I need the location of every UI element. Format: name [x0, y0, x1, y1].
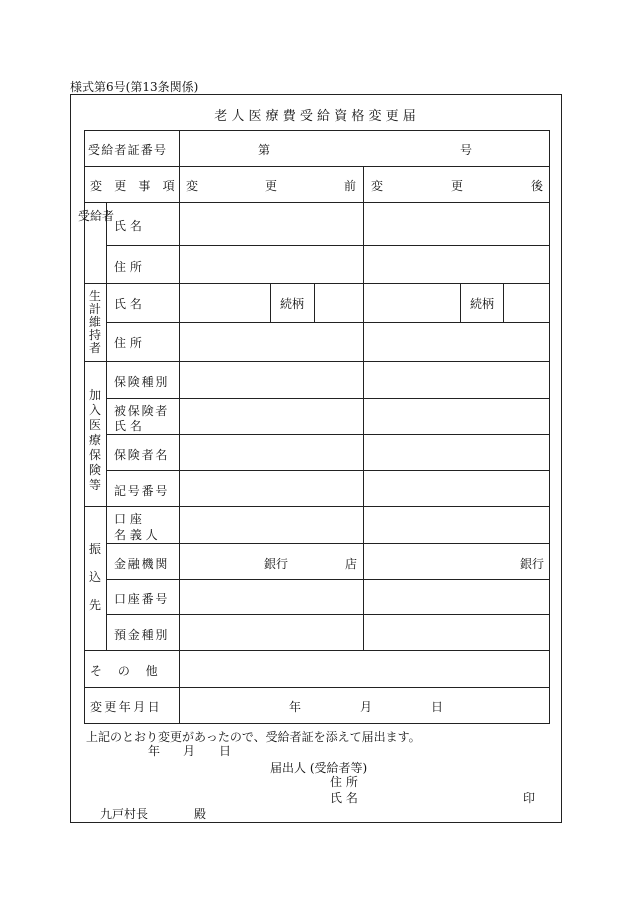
table-line	[84, 166, 550, 167]
table-line	[363, 166, 364, 650]
insurance-type-label: 保険種別	[114, 375, 170, 389]
insured-name-label-1: 被保険者	[114, 404, 170, 418]
symbol-number-label: 記号番号	[114, 484, 170, 498]
change-before-header: 変更前	[186, 179, 356, 193]
other-label: そ の 他	[90, 664, 164, 678]
outer-border-bottom	[70, 822, 562, 823]
seal-mark: 印	[523, 791, 536, 805]
supporter-group-label: 生計維持者	[89, 289, 102, 355]
table-line	[84, 687, 550, 688]
change-date-year: 年	[289, 700, 302, 714]
insured-name-label-2: 氏 名	[114, 419, 142, 433]
table-line	[106, 202, 107, 650]
change-date-day: 日	[431, 700, 444, 714]
outer-border-top	[70, 94, 562, 95]
table-line	[84, 361, 550, 362]
change-date-label: 変更年月日	[90, 700, 163, 714]
outer-border-right	[561, 94, 562, 823]
addressee: 九戸村長	[100, 807, 149, 821]
table-line	[106, 543, 550, 544]
insurance-group-label: 加入医療保険等	[89, 388, 102, 492]
supporter-relation-label-before: 続柄	[280, 297, 305, 311]
deposit-type-label: 預金種別	[114, 628, 170, 642]
table-line	[503, 283, 504, 322]
table-line	[460, 283, 461, 322]
account-holder-label-1: 口 座	[114, 512, 142, 526]
change-date-month: 月	[360, 700, 373, 714]
form-number: 様式第6号(第13条関係)	[70, 80, 199, 94]
table-line	[106, 614, 550, 615]
table-line	[179, 130, 180, 724]
table-line	[84, 130, 550, 131]
table-line	[314, 283, 315, 322]
account-number-label: 口座番号	[114, 592, 170, 606]
supporter-relation-label-after: 続柄	[470, 297, 495, 311]
supporter-address-label: 住 所	[114, 336, 142, 350]
table-line	[106, 322, 550, 323]
table-line	[270, 283, 271, 322]
table-line	[84, 650, 550, 651]
bank-label-before: 銀行	[264, 557, 289, 571]
submission-date-year: 年	[148, 744, 161, 758]
transfer-group-label: 振込先	[89, 542, 102, 612]
branch-label-before: 店	[345, 557, 358, 571]
account-holder-label-2: 名 義 人	[114, 528, 158, 542]
table-line	[106, 470, 550, 471]
notifier-name-label: 氏 名	[330, 791, 358, 805]
notifier-label: 届出人 (受給者等)	[270, 761, 368, 775]
honorific: 殿	[194, 807, 207, 821]
table-line	[84, 723, 550, 724]
recipient-address-label: 住 所	[114, 260, 142, 274]
table-line	[84, 506, 550, 507]
recipient-name-label: 氏 名	[114, 219, 142, 233]
table-line	[106, 434, 550, 435]
cert-number-dai: 第	[258, 143, 271, 157]
insurer-name-label: 保険者名	[114, 448, 170, 462]
cert-number-go: 号	[460, 143, 473, 157]
submission-date-month: 月	[183, 744, 196, 758]
cert-number-label: 受給者証番号	[88, 143, 168, 157]
table-line	[84, 202, 550, 203]
table-line	[106, 245, 550, 246]
submission-date-day: 日	[219, 744, 232, 758]
change-after-header: 変更後	[371, 179, 543, 193]
table-line	[106, 398, 550, 399]
notifier-address-label: 住 所	[330, 775, 358, 789]
recipient-group-label: 受給者	[78, 209, 115, 223]
statement-text: 上記のとおり変更があったので、受給者証を添えて届出ます。	[86, 730, 421, 744]
table-line	[106, 579, 550, 580]
form-title: 老 人 医 療 費 受 給 資 格 変 更 届	[214, 109, 416, 124]
change-items-label: 変 更 事 項	[90, 179, 179, 193]
financial-institution-label: 金融機関	[114, 557, 170, 571]
bank-label-after: 銀行	[520, 557, 545, 571]
supporter-name-label: 氏 名	[114, 297, 142, 311]
table-line	[549, 130, 550, 724]
outer-border-left	[70, 94, 71, 823]
table-line	[84, 283, 550, 284]
